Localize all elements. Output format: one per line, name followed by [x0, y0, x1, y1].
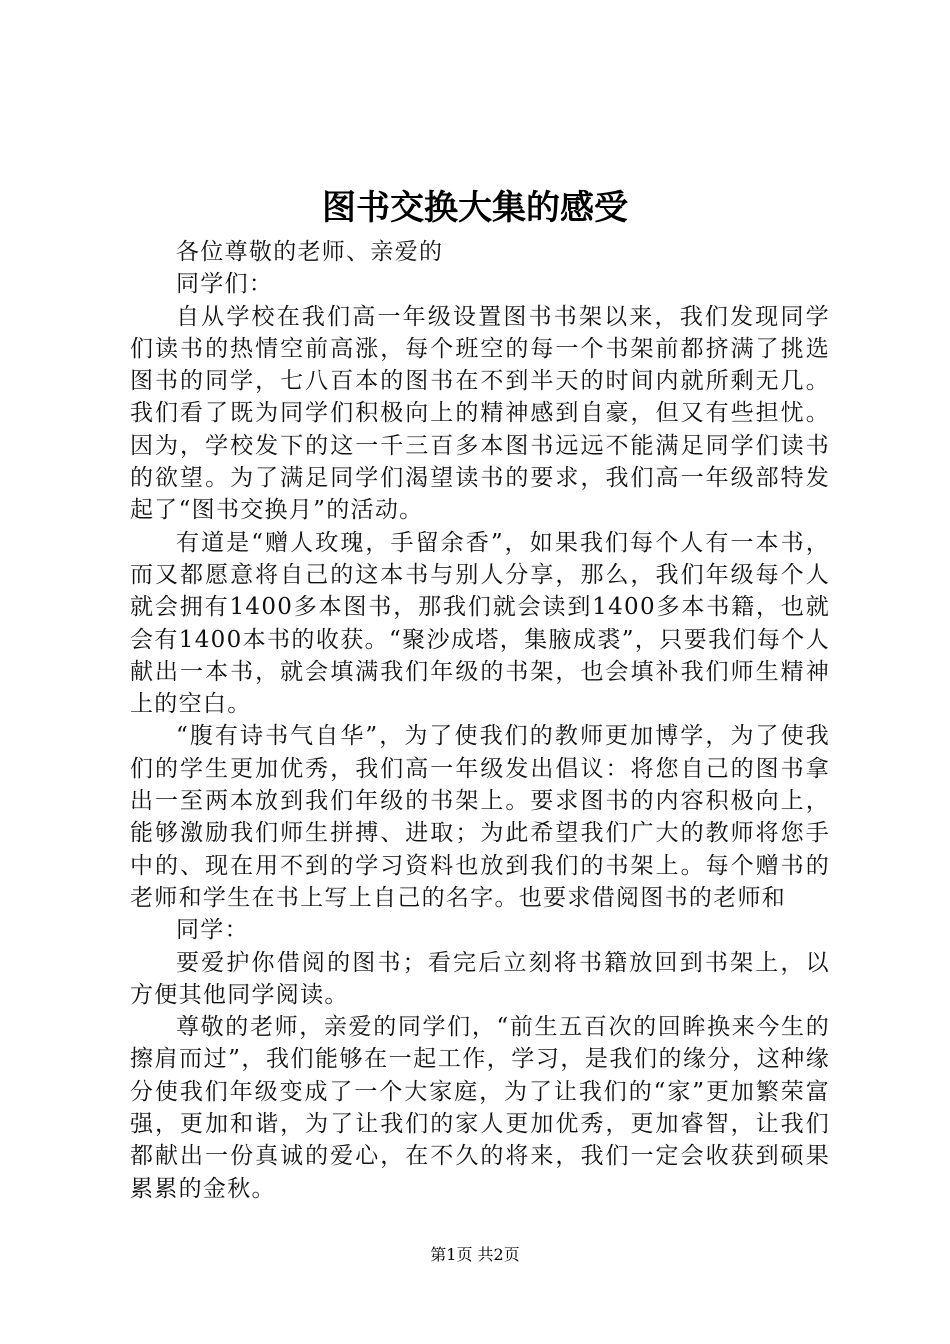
salutation-line: 同学们：	[176, 271, 274, 298]
body-paragraph: 有道是“赠人玫瑰，手留余香”，如果我们每个人有一本书，而又都愿意将自己的这本书与别人分享，那么，我们年级每个人就会拥有1400多本图书，那我们就会读到1400多本书籍，也就会有1400本书的收获。“聚沙成塔，集腋成裘”，只要我们每个人献出一本书，就会填满我们年级的书架，也会填补我们师生精神上的空白。	[130, 529, 830, 718]
body-paragraph: 自从学校在我们高一年级设置图书书架以来，我们发现同学们读书的热情空前高涨，每个班空的每一个书架前都挤满了挑选图书的同学，七八百本的图书在不到半天的时间内就所剩无几。我们看了既为同学们积极向上的精神感到自豪，但又有些担忧。因为，学校发下的这一千三百多本图书远远不能满足同学们读书的欲望。为了满足同学们渴望读书的要求，我们高一年级部特发起了“图书交换月”的活动。	[130, 303, 830, 524]
document-title: 图书交换大集的感受	[322, 188, 628, 228]
body-paragraph: 尊敬的老师，亲爱的同学们，“前生五百次的回眸换来今生的擦肩而过”，我们能够在一起工作，学习，是我们的缘分，这种缘分使我们年级变成了一个大家庭，为了让我们的“家”更加繁荣富强，更加和谐，为了让我们的家人更加优秀，更加睿智，让我们都献出一份真诚的爱心，在不久的将来，我们一定会收获到硕果累累的金秋。	[130, 1014, 830, 1202]
document-body	[130, 236, 830, 1205]
body-paragraph: “腹有诗书气自华”，为了使我们的教师更加博学，为了使我们的学生更加优秀，我们高一年级发出倡议：将您自己的图书拿出一至两本放到我们年级的书架上。要求图书的内容积极向上，能够激励我们师生拼搏、进取；为此希望我们广大的教师将您手中的、现在用不到的学习资料也放到我们的书架上。每个赠书的老师和学生在书上写上自己的名字。也要求借阅图书的老师和	[130, 723, 830, 911]
body-paragraph: 同学：	[176, 917, 249, 944]
body-paragraph: 要爱护你借阅的图书；看完后立刻将书籍放回到书架上，以方便其他同学阅读。	[130, 949, 830, 1008]
salutation-line: 各位尊敬的老师、亲爱的	[176, 239, 444, 265]
page-footer: 第1页 共2页	[430, 1245, 520, 1264]
